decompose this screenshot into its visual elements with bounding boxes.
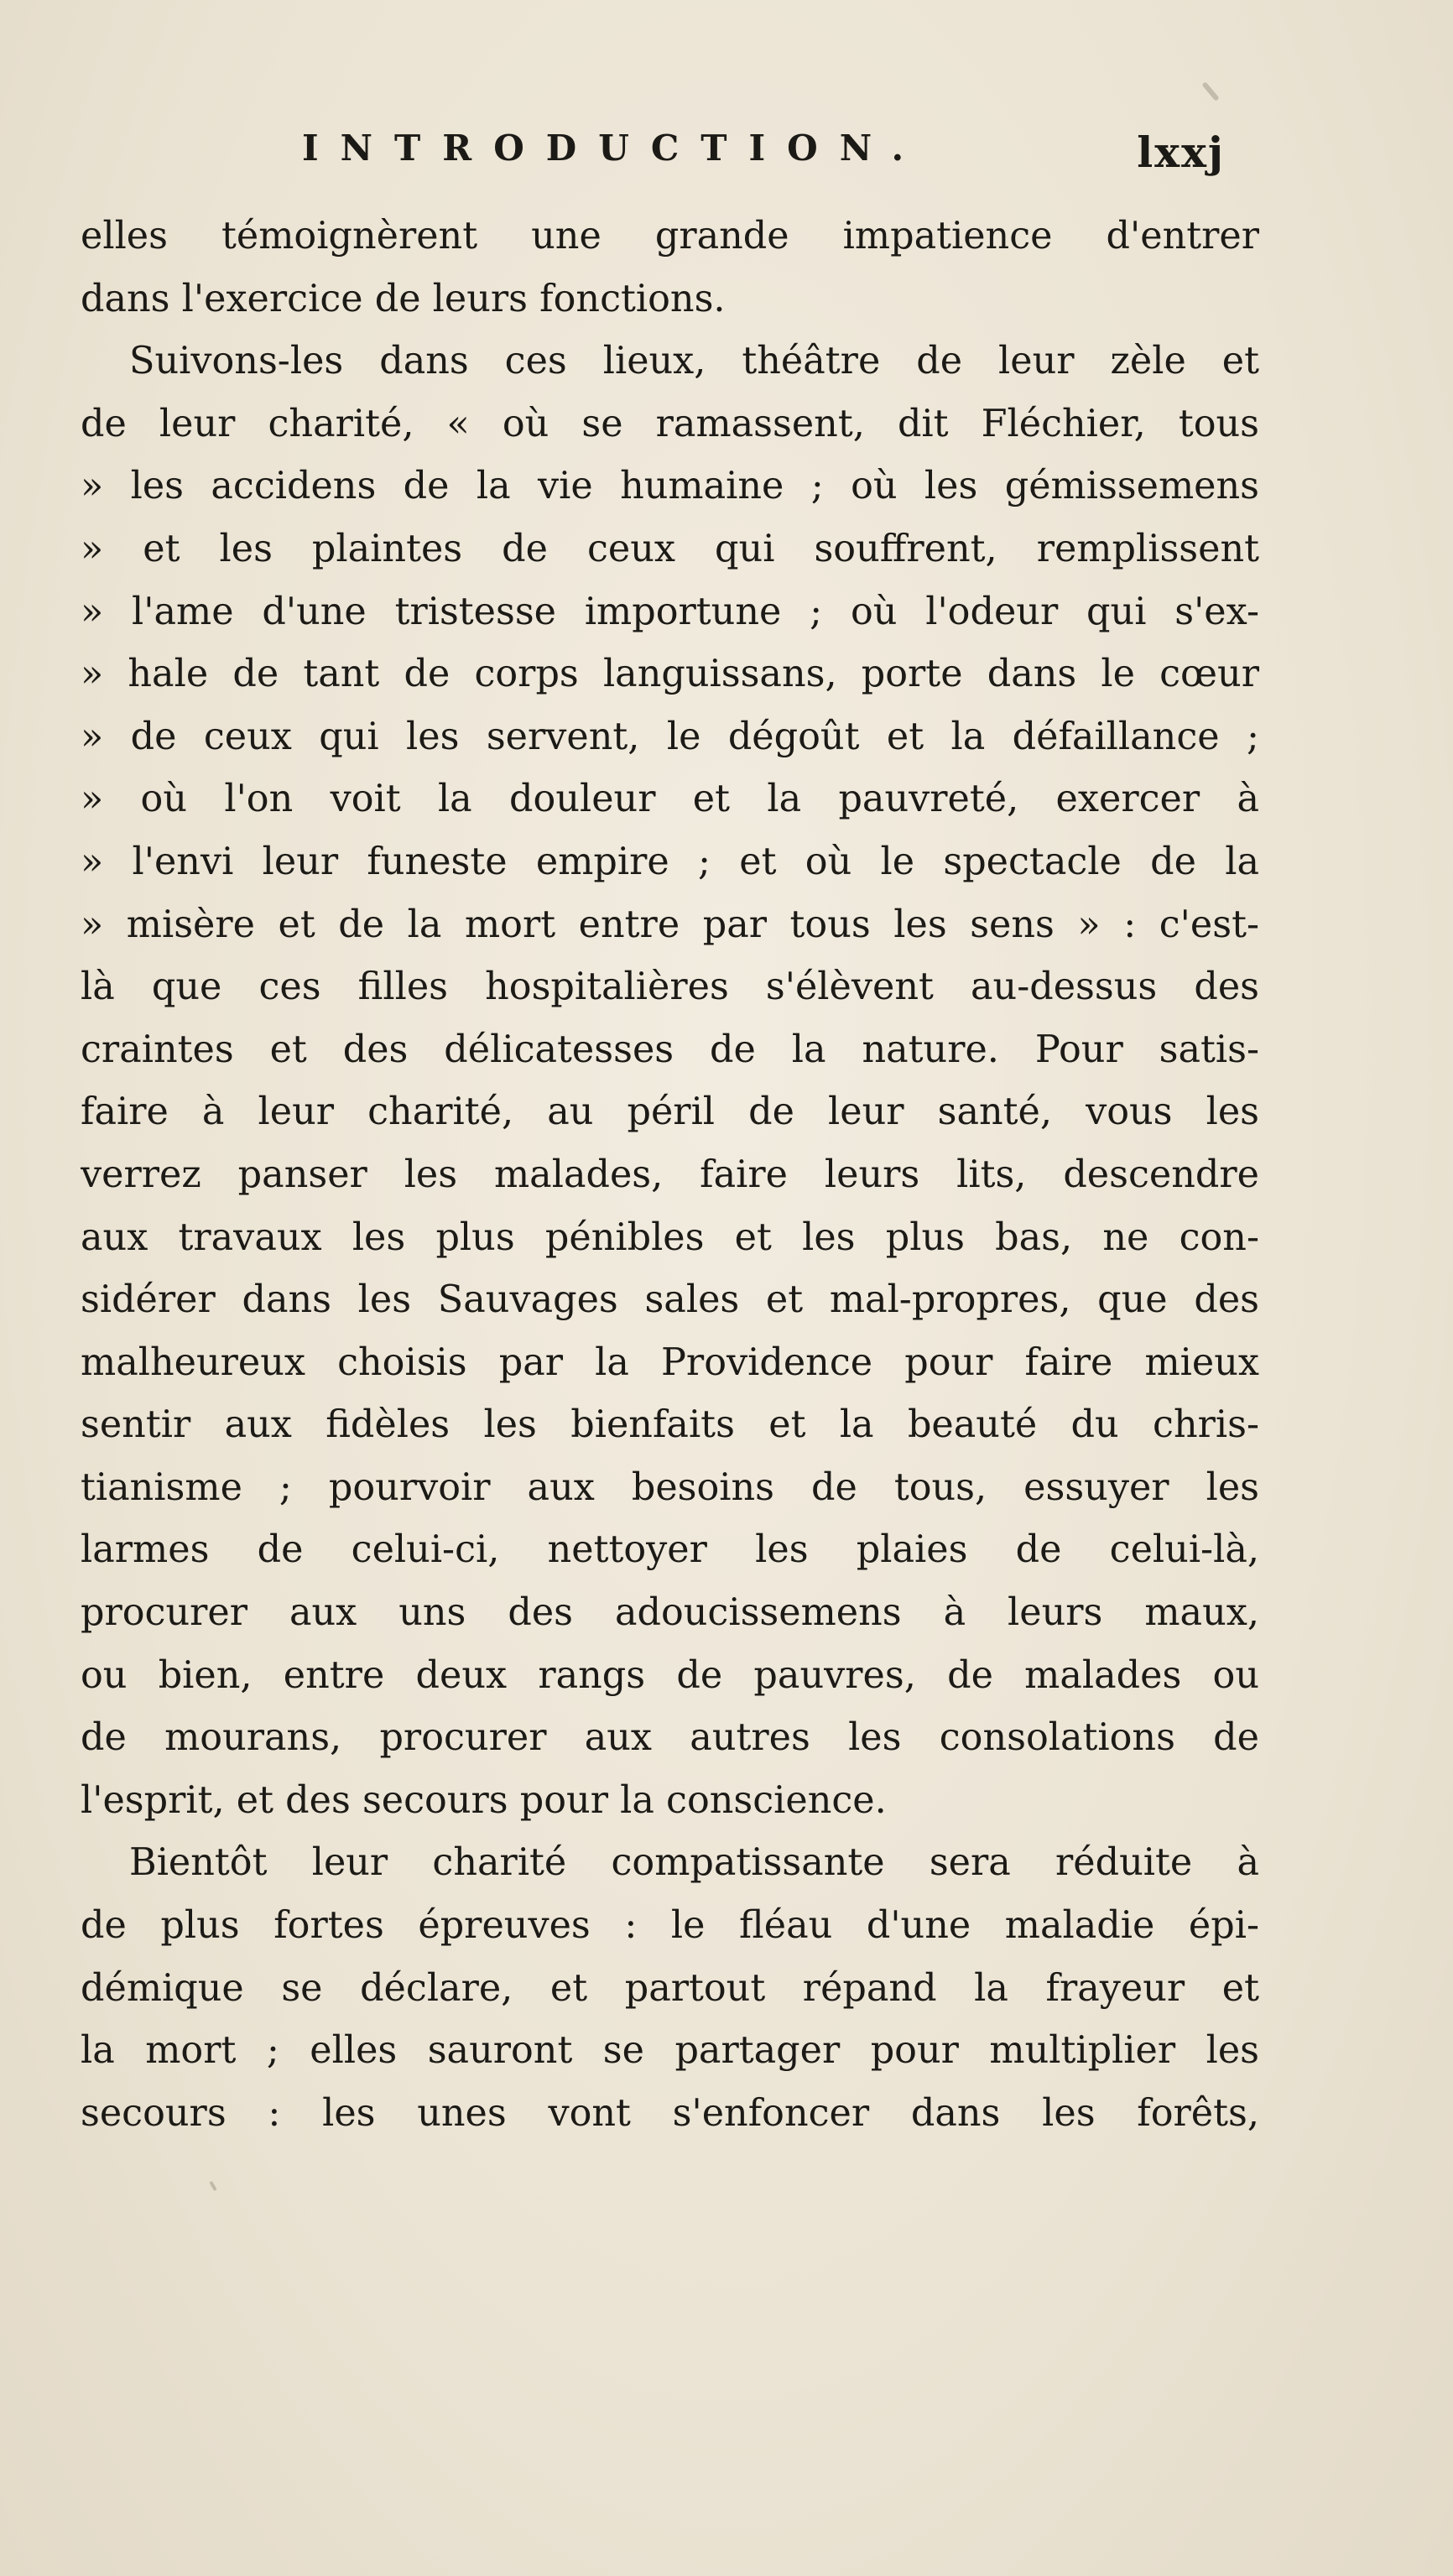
text-line: de mourans, procurer aux autres les consolations de — [81, 1716, 1259, 1760]
page-number: lxxj — [1137, 127, 1225, 177]
text-line: Bientôt leur charité compatissante sera réduite à — [129, 1841, 1259, 1885]
text-line: faire à leur charité, au péril de leur santé, vous les — [81, 1090, 1259, 1134]
text-line: de leur charité, « où se ramassent, dit Fléchier, tous — [81, 402, 1259, 445]
text-line: dans l'exercice de leurs fonctions. — [81, 277, 726, 320]
text-line: de plus fortes épreuves : le fléau d'une maladie épi- — [81, 1904, 1259, 1948]
text-line: » l'ame d'une tristesse importune ; où l'odeur qui s'ex- — [81, 590, 1259, 633]
text-line: » misère et de la mort entre par tous les sens » : c'est- — [81, 903, 1259, 946]
text-line: Suivons-les dans ces lieux, théâtre de leur zèle et — [129, 340, 1259, 383]
text-line: là que ces filles hospitalières s'élèvent au-dessus des — [81, 965, 1259, 1009]
text-line: tianisme ; pourvoir aux besoins de tous, essuyer les — [81, 1465, 1259, 1509]
text-line: verrez panser les malades, faire leurs lits, descendre — [81, 1153, 1259, 1196]
ink-speck — [209, 2181, 216, 2191]
text-line: aux travaux les plus pénibles et les plus bas, ne con- — [81, 1215, 1259, 1259]
running-title: INTRODUCTION. — [302, 127, 926, 169]
text-line: secours : les unes vont s'enfoncer dans les forêts, — [81, 2091, 1259, 2135]
text-line: procurer aux uns des adoucissemens à leurs maux, — [81, 1591, 1259, 1635]
text-line: » et les plaintes de ceux qui souffrent, remplissent — [81, 527, 1259, 570]
running-head — [302, 127, 1225, 186]
text-line: sentir aux fidèles les bienfaits et la beauté du chris- — [81, 1403, 1259, 1447]
text-line: larmes de celui-ci, nettoyer les plaies de celui-là, — [81, 1528, 1259, 1572]
text-line: craintes et des délicatesses de la nature. Pour satis- — [81, 1028, 1259, 1071]
text-line: » l'envi leur funeste empire ; et où le spectacle de la — [81, 840, 1259, 883]
text-line: ou bien, entre deux rangs de pauvres, de malades ou — [81, 1653, 1259, 1697]
text-line: » où l'on voit la douleur et la pauvreté, exercer à — [81, 778, 1259, 821]
text-line: » de ceux qui les servent, le dégoût et la défaillance ; — [81, 715, 1259, 758]
text-line: sidérer dans les Sauvages sales et mal-propres, que des — [81, 1278, 1259, 1322]
text-line: » hale de tant de corps languissans, porte dans le cœur — [81, 653, 1259, 696]
body-text — [81, 206, 1259, 2145]
text-line: l'esprit, et des secours pour la conscience. — [81, 1778, 887, 1822]
text-line: elles témoignèrent une grande impatience d'entrer — [81, 215, 1259, 258]
text-line: démique se déclare, et partout répand la frayeur et — [81, 1966, 1259, 2010]
ink-speck — [1201, 81, 1219, 101]
text-line: malheureux choisis par la Providence pour faire mieux — [81, 1340, 1259, 1384]
text-line: » les accidens de la vie humaine ; où les gémissemens — [81, 465, 1259, 508]
text-line: la mort ; elles sauront se partager pour multiplier les — [81, 2029, 1259, 2073]
